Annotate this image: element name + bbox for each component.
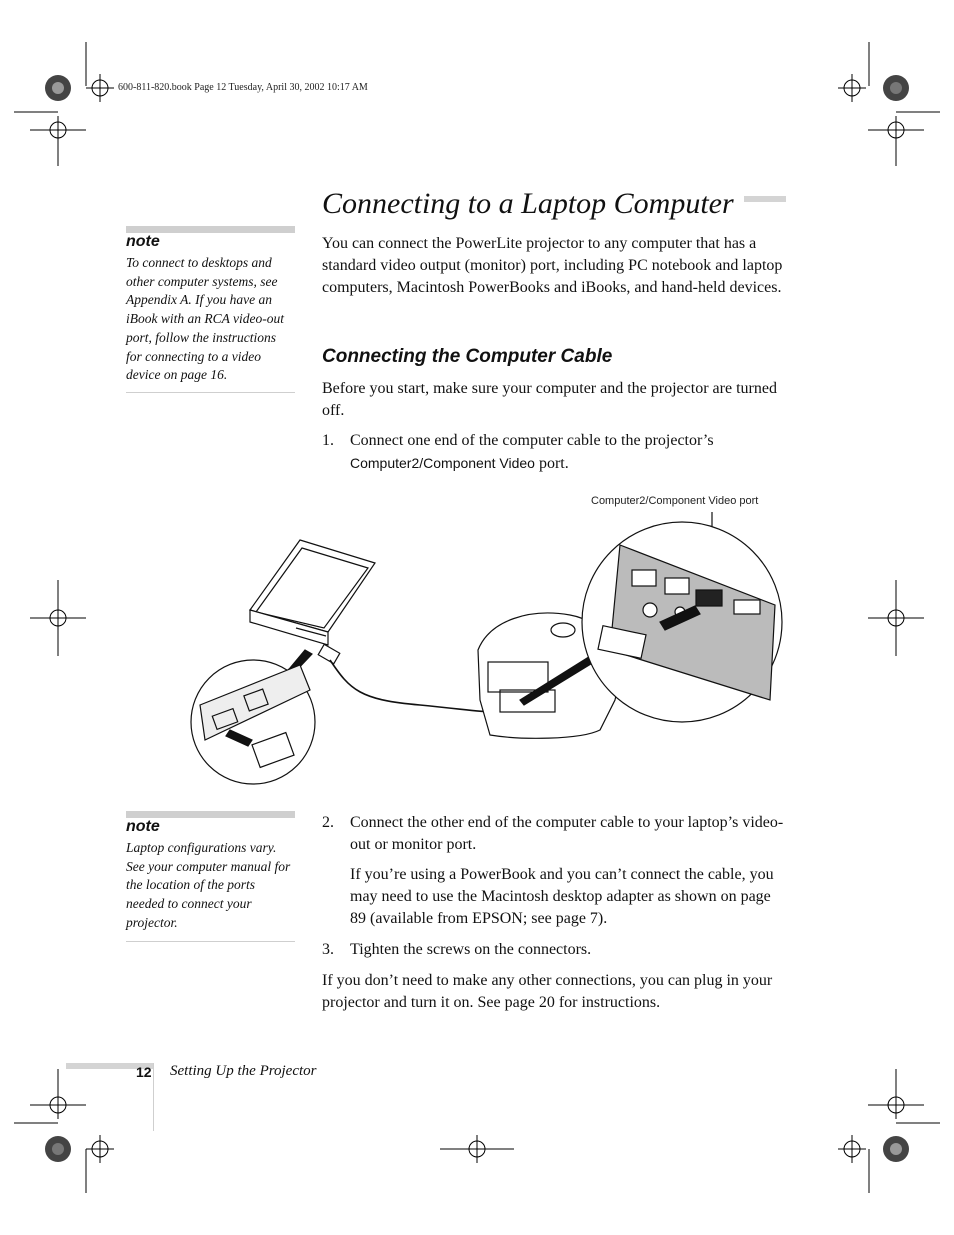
step-extra-text: If you’re using a PowerBook and you can’t connect the cable, you may need to use the Macintosh desktop adapter as shown on page 89 (available from EPSON; see page 7). [350,866,774,927]
crosshair-target-br [868,1091,924,1119]
note-rule-top [126,811,295,818]
step-1 [322,430,792,476]
note-label: note [126,233,160,250]
step-text: Connect one end of the computer cable to the projector’s Computer2/Component Video port. [350,432,714,472]
note-rule-top [126,226,295,233]
crosshair-target-tl2 [30,116,86,144]
before-paragraph: Before you start, make sure your computer and the projector are turned off. [322,380,777,419]
page-title: Connecting to a Laptop Computer [322,187,744,221]
margin-note-2 [126,811,295,943]
step-number: 3. [322,941,334,958]
crosshair-target-tr [838,74,866,102]
section-title: Connecting the Computer Cable [322,346,613,367]
crosshair-target-bl2 [86,1135,114,1163]
print-wheel-tl [45,75,71,101]
port-name: Computer2/Component Video [350,455,535,471]
intro-paragraph: You can connect the PowerLite projector to any computer that has a standard video output (monitor) port, including PC notebook and laptop computers, Macintosh PowerBooks and iBooks, and hand-held devices. [322,235,783,296]
print-header-line: 600-811-820.book Page 12 Tuesday, April 30, 2002 10:17 AM [118,82,368,93]
crosshair-target-ml [30,580,86,656]
margin-note-1 [126,226,295,394]
print-wheel-bl [45,1136,71,1162]
computer-cable [330,660,495,712]
laptop-port-closeup [191,660,315,784]
step-text: Tighten the screws on the connectors. [350,941,592,958]
note-text: Laptop configurations vary. See your computer manual for the location of the ports needed to connect your projector. [126,840,291,930]
note-label: note [126,818,160,835]
crosshair-target-tl [86,74,114,102]
note-text: To connect to desktops and other computer systems, see Appendix A. If you have an iBook with an RCA video-out port, follow the instructions for connecting to a video device on page 16. [126,255,284,383]
print-wheel-br [883,1136,909,1162]
print-wheel-tr [883,75,909,101]
figure-callout: Computer2/Component Video port [591,495,759,507]
crosshair-target-tr2 [868,116,924,144]
projector-port-closeup [582,522,782,722]
step-text: Connect the other end of the computer cable to your laptop’s video-out or monitor port. [350,814,784,853]
footer-section-title: Setting Up the Projector [170,1063,317,1079]
step-number: 1. [322,432,334,449]
connection-illustration [185,505,785,790]
closing-paragraph: If you don’t need to make any other connections, you can plug in your projector and turn it on. See page 20 for instructions. [322,972,773,1011]
crosshair-target-bl [30,1091,86,1119]
step-2 [322,812,792,932]
laptop-illustration [250,540,375,645]
crosshair-target-br2 [838,1135,866,1163]
footer-vertical-rule [153,1063,154,1131]
crosshair-target-bc [440,1135,514,1163]
crosshair-target-mr [868,580,924,656]
note-rule-bottom [126,941,295,942]
step-3 [322,939,792,963]
page-number: 12 [136,1064,152,1080]
step-number: 2. [322,814,334,831]
note-rule-bottom [126,392,295,393]
